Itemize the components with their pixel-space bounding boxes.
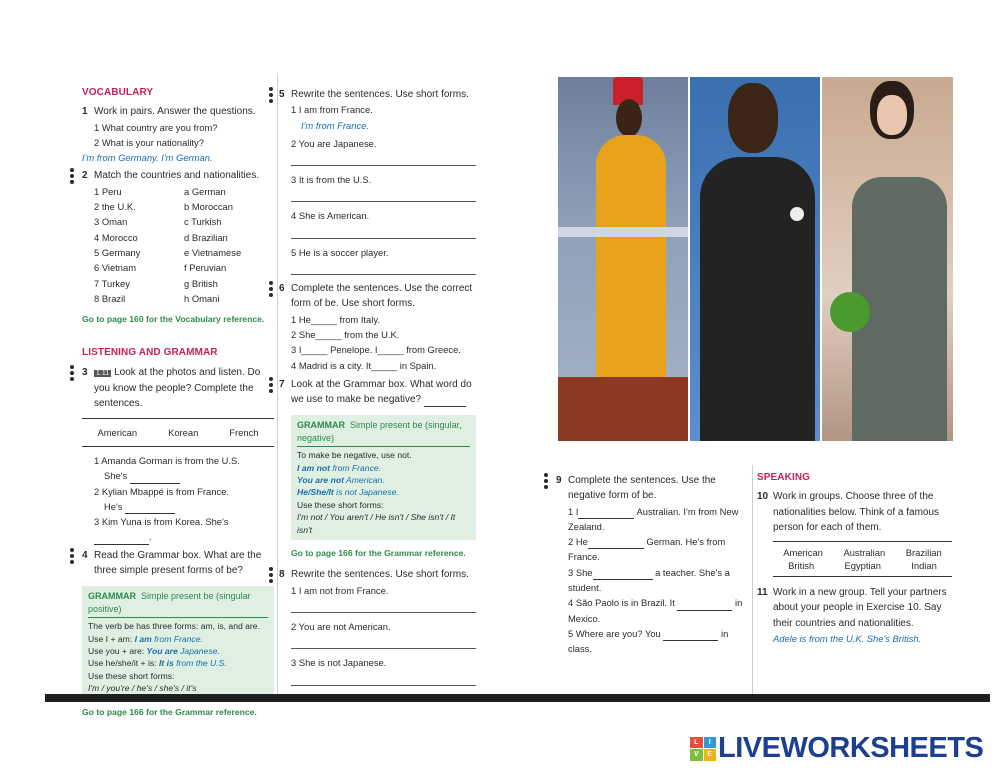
grammar-box-title: GRAMMAR Simple present be (singular positive)	[88, 590, 268, 618]
list-item: a German	[184, 185, 226, 197]
list-item: e Vietnamese	[184, 246, 242, 258]
exercise-instruction: Complete the sentences. Use the negative form of be.	[568, 475, 716, 502]
list-item: 1 What country are you from?	[94, 121, 218, 133]
answer-line[interactable]	[291, 260, 476, 275]
exercise-number: 10	[757, 491, 769, 503]
exercise-6-items	[279, 312, 476, 373]
answer-line[interactable]	[291, 187, 476, 202]
column-divider	[752, 465, 753, 695]
list-item: 1 I am not from France.	[291, 584, 389, 596]
word-box-row	[773, 546, 952, 559]
exercise-instruction: Rewrite the sentences. Use short forms.	[291, 569, 469, 581]
word-box-item: Indian	[911, 560, 937, 572]
exercise-3-items	[82, 453, 274, 545]
answer-line[interactable]	[291, 151, 476, 166]
list-item: 3 It is from the U.S.	[291, 174, 372, 186]
word-box-item: Brazilian	[905, 547, 942, 559]
list-item: 3 She is not Japanese.	[291, 657, 387, 669]
list-item: g British	[184, 277, 218, 289]
answer-line[interactable]	[291, 671, 476, 686]
answer-blank[interactable]	[578, 518, 634, 519]
exercise-instruction: Read the Grammar box. What are the three simple present forms of be?	[94, 549, 262, 577]
exercise-4	[82, 548, 274, 579]
speaking-heading: SPEAKING	[757, 472, 811, 483]
grammar-reference-link: Go to page 166 for the Grammar reference.	[291, 548, 466, 559]
logo-letter: V	[690, 749, 703, 761]
grammar-box-negative	[291, 415, 476, 540]
exercise-instruction: 1.11 Look at the photos and listen. Do you know the people? Complete the sentences.	[94, 366, 261, 410]
exercise-8	[279, 567, 476, 582]
logo-text: LIVEWORKSHEETS	[718, 732, 984, 764]
vocabulary-reference-link: Go to page 160 for the Vocabulary reference.	[82, 314, 265, 325]
word-box-item: Korean	[168, 426, 199, 438]
column-2	[279, 75, 476, 686]
exercise-number: 1	[82, 106, 88, 118]
grammar-line: You are not American.	[297, 475, 385, 486]
list-item: 8 Brazil	[94, 292, 126, 304]
list-item: 2 the U.K.	[94, 201, 136, 213]
list-item: 4 Madrid is a city. It_____ in Spain.	[291, 359, 437, 371]
exercise-5	[279, 87, 476, 102]
audio-track-badge[interactable]: 1.11	[96, 369, 110, 377]
list-item: 2 What is your nationality?	[94, 136, 204, 148]
list-item: 7 Turkey	[94, 277, 130, 289]
exercise-number: 3	[82, 366, 88, 378]
list-item: 6 Vietnam	[94, 262, 137, 274]
exercise-5-items	[279, 102, 476, 151]
exercise-1	[82, 104, 274, 119]
textbook-page	[45, 75, 990, 717]
grammar-line: I am not from France.	[297, 462, 382, 473]
listening-grammar-heading: LISTENING AND GRAMMAR	[82, 347, 218, 359]
exercise-number: 11	[757, 587, 768, 599]
pair-work-icon	[544, 472, 550, 491]
word-box-item: French	[229, 426, 259, 438]
word-box-item: British	[788, 560, 815, 572]
exercise-number: 9	[556, 475, 562, 486]
answer-row: He's	[94, 499, 274, 514]
example-answer: Adele is from the U.K. She's British.	[773, 633, 922, 645]
exercise-1-items	[82, 120, 274, 151]
example-answer: I'm from France.	[301, 119, 369, 131]
photo-amanda-gorman	[558, 77, 688, 441]
answer-line[interactable]	[291, 598, 476, 613]
word-box-item: Australian	[843, 547, 886, 559]
nationality-word-box	[82, 418, 274, 447]
logo-letter: L	[690, 737, 703, 749]
answer-row: She's	[94, 468, 274, 483]
word-box-item: American	[783, 547, 823, 559]
list-item: b Moroccan	[184, 201, 233, 213]
list-item: 2 Kylian Mbappé is from France.	[94, 485, 229, 497]
nationalities-list	[184, 184, 274, 306]
exercise-instruction: Look at the Grammar box. What word do we use to make be negative?	[291, 377, 476, 408]
pair-work-icon	[70, 547, 76, 566]
list-item: 5 He is a soccer player.	[291, 246, 389, 258]
answer-line[interactable]	[291, 224, 476, 239]
answer-row: 3 Kim Yuna is from Korea. She's .	[94, 514, 274, 545]
pair-work-icon	[70, 167, 76, 186]
grammar-line: Use these short forms:	[297, 499, 384, 510]
pair-work-icon	[269, 86, 275, 105]
exercise-instruction: Complete the sentences. Use the correct form of be. Use short forms.	[291, 283, 473, 310]
exercise-9	[556, 473, 748, 504]
answer-blank[interactable]	[663, 640, 718, 641]
photo-kylian-mbappe	[690, 77, 820, 441]
exercise-instruction: Work in groups. Choose three of the nationalities below. Think of a famous person for each of them.	[773, 491, 940, 533]
answer-row: 4 São Paolo is in Brazil. It in Mexico.	[568, 597, 743, 624]
matching-lists	[82, 184, 274, 306]
pair-work-icon	[70, 364, 76, 383]
exercise-number: 8	[279, 569, 285, 581]
exercise-instruction: Work in a new group. Tell your partners about your people in Exercise 10. Say their countries and nationalities.	[773, 587, 947, 629]
grammar-line: Use these short forms:	[88, 670, 175, 681]
liveworksheets-logo[interactable]	[690, 732, 983, 765]
pair-work-icon	[269, 566, 275, 585]
column-divider	[277, 75, 278, 695]
list-item: c Turkish	[184, 216, 222, 228]
column-1	[82, 75, 274, 724]
list-item: 2 She_____ from the U.K.	[291, 328, 400, 340]
vocabulary-heading: VOCABULARY	[82, 87, 154, 98]
column-4	[757, 470, 952, 646]
list-item: 1 Peru	[94, 185, 122, 197]
exercise-instruction: Rewrite the sentences. Use short forms.	[291, 89, 469, 100]
exercise-number: 6	[279, 283, 285, 295]
answer-row: 2 He German. He's from France.	[568, 536, 726, 563]
grammar-box-title: GRAMMAR Simple present be (singular, negative)	[297, 419, 470, 447]
grammar-reference-link: Go to page 166 for the Grammar reference.	[82, 706, 257, 717]
exercise-10	[757, 489, 952, 535]
grammar-line: I'm / you're / he's / she's / it's	[88, 683, 197, 694]
grammar-line: The verb be has three forms: am, is, and are.	[88, 621, 260, 632]
exercise-2	[82, 168, 274, 183]
grammar-box-positive	[82, 586, 274, 698]
exercise-number: 4	[82, 549, 88, 561]
answer-blank[interactable]	[588, 548, 644, 549]
logo-letter: I	[704, 737, 717, 749]
grammar-line: To make be negative, use not.	[297, 450, 412, 461]
exercise-9-items	[556, 504, 748, 657]
example-answer: I'm from Germany. I'm German.	[82, 152, 213, 164]
answer-row: 5 Where are you? You in class.	[568, 627, 729, 655]
nationality-word-box	[773, 541, 952, 577]
logo-icon	[690, 737, 716, 761]
page-bottom-bar	[45, 694, 990, 702]
list-item: 3 I_____ Penelope. I_____ from Greece.	[291, 344, 461, 356]
list-item: 1 I am from France.	[291, 104, 373, 116]
exercise-6	[279, 281, 476, 312]
grammar-line: Use he/she/it + is: It is from the U.S.	[88, 658, 227, 669]
word-box-row	[773, 559, 952, 572]
countries-list	[94, 184, 184, 306]
list-item: 4 She is American.	[291, 210, 370, 222]
answer-blank[interactable]	[94, 544, 149, 545]
pair-work-icon	[269, 376, 275, 395]
exercise-7	[279, 377, 476, 408]
list-item: 4 Morocco	[94, 231, 138, 243]
exercise-number: 5	[279, 89, 285, 100]
photo-kim-yuna	[822, 77, 953, 441]
grammar-line: I'm not / You aren't / He isn't / She isn't / It isn't	[297, 512, 456, 535]
grammar-line: Use you + are: You are Japanese.	[88, 645, 220, 656]
list-item: 2 You are Japanese.	[291, 137, 377, 149]
list-item: 2 You are not American.	[291, 621, 391, 632]
list-item: 5 Germany	[94, 246, 141, 258]
logo-letter: E	[704, 749, 717, 761]
exercise-number: 7	[279, 378, 285, 390]
exercise-number: 2	[82, 170, 88, 182]
word-box-item: American	[97, 426, 138, 438]
list-item: f Peruvian	[184, 262, 227, 274]
answer-blank[interactable]	[677, 610, 732, 611]
list-item: 3 Oman	[94, 216, 128, 228]
exercise-instruction: Match the countries and nationalities.	[94, 170, 260, 182]
answer-line[interactable]	[291, 634, 476, 649]
answer-blank[interactable]	[593, 579, 653, 580]
list-item: 1 He_____ from Italy.	[291, 313, 380, 325]
grammar-line: Use I + am: I am from France.	[88, 633, 203, 644]
list-item: 1 Amanda Gorman is from the U.S.	[94, 454, 240, 466]
answer-blank[interactable]	[424, 406, 466, 407]
exercise-instruction: Work in pairs. Answer the questions.	[94, 106, 256, 118]
column-3	[556, 470, 748, 657]
pair-work-icon	[269, 280, 275, 299]
list-item: h Omani	[184, 292, 220, 304]
grammar-line: He/She/It is not Japanese.	[297, 487, 399, 498]
exercise-3	[82, 365, 274, 412]
exercise-11	[757, 585, 952, 631]
answer-row: 1 I Australian. I'm from New Zealand.	[568, 505, 739, 532]
celebrity-photos	[558, 77, 953, 441]
answer-row: 3 She a teacher. She's a student.	[568, 566, 730, 594]
list-item: d Brazilian	[184, 231, 228, 243]
word-box-item: Egyptian	[844, 560, 881, 572]
